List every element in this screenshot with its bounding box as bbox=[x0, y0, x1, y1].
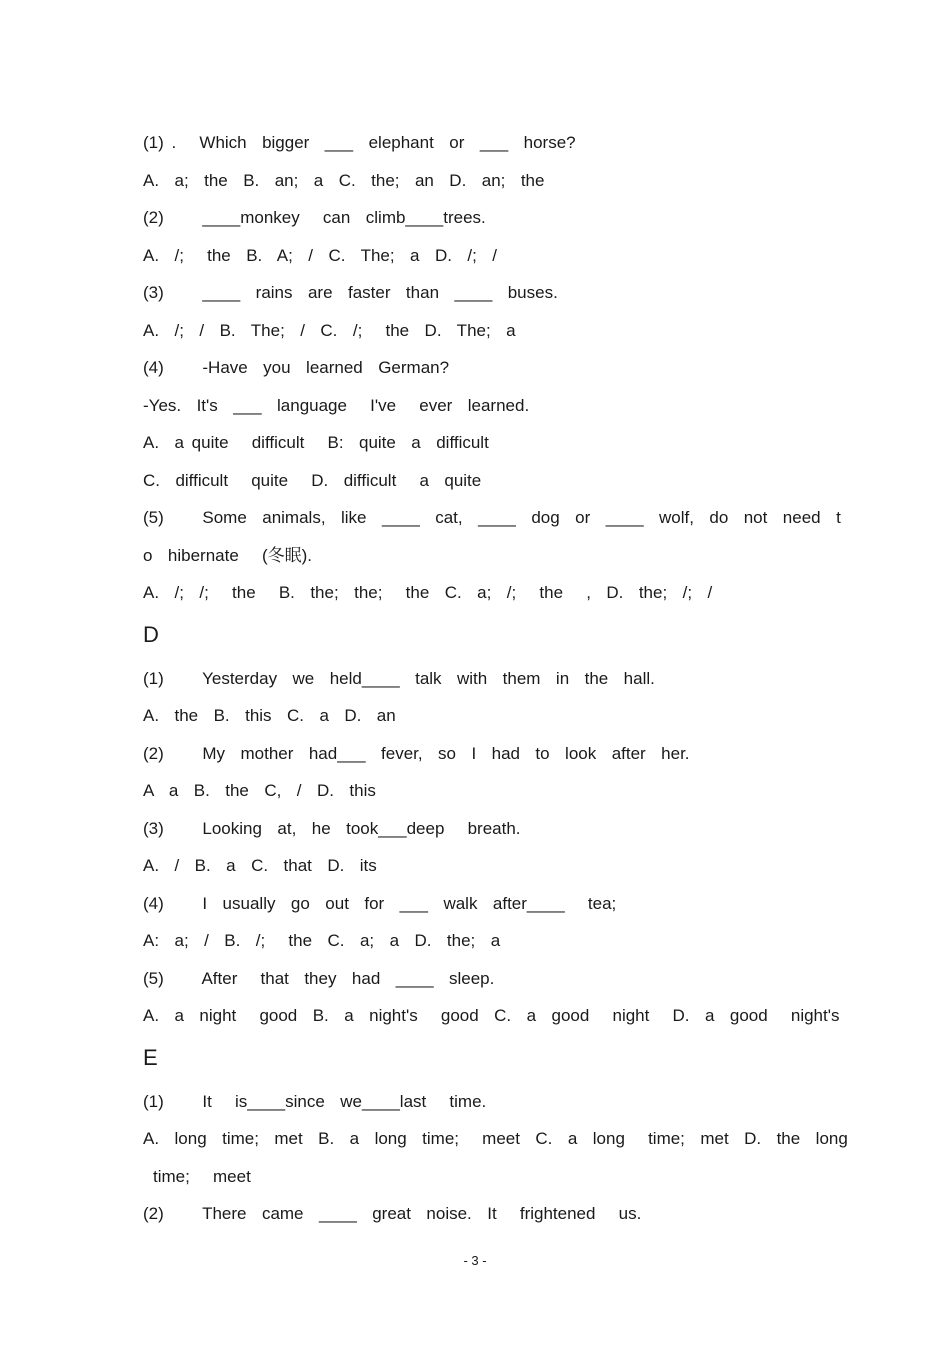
question-1-options: A. the B. this C. a D. an bbox=[143, 706, 396, 725]
question-5: (5) Some animals, like ____ cat, ____ dog or ____ wolf, do not need t bbox=[143, 508, 841, 527]
question-2: (2) There came ____ great noise. It frightened us. bbox=[143, 1204, 642, 1223]
question-1-options: A. a; the B. an; a C. the; an D. an; the bbox=[143, 170, 545, 190]
question-4-line-2: -Yes. It's ___ language I've ever learned. bbox=[143, 395, 530, 415]
question-4: (4) -Have you learned German? bbox=[143, 358, 450, 377]
question-2: (2) ____monkey can climb____trees. bbox=[143, 208, 486, 227]
section-heading-d: D bbox=[143, 621, 159, 647]
question-3: (3) Looking at, he took___deep breath. bbox=[143, 818, 521, 838]
question-4-options-c-d: C. difficult quite D. difficult a quite bbox=[143, 470, 482, 490]
question-4-options-a-b: A. a quite difficult B: quite a difficult bbox=[143, 433, 489, 452]
question-5-options: A. /; /; the B. the; the; the C. a; /; the , D. the; /; / bbox=[143, 583, 713, 602]
question-5-options: A. a night good B. a night's good C. a good night D. a good night's bbox=[143, 1006, 840, 1025]
question-2: (2) My mother had___ fever, so I had to look after her. bbox=[143, 743, 690, 763]
question-4-options: A: a; / B. /; the C. a; a D. the; a bbox=[143, 931, 501, 950]
question-4: (4) I usually go out for ___ walk after____ tea; bbox=[143, 893, 617, 913]
question-1: (1) Yesterday we held____ talk with them in the hall. bbox=[143, 668, 655, 688]
question-1: (1) It is____since we____last time. bbox=[143, 1091, 487, 1111]
question-5: (5) After that they had ____ sleep. bbox=[143, 968, 495, 988]
question-1: (1) . Which bigger ___ elephant or ___ horse? bbox=[143, 133, 576, 152]
section-c-continued bbox=[143, 124, 841, 612]
section-d bbox=[143, 612, 840, 1035]
exercise-content bbox=[143, 124, 848, 1233]
question-3-options: A. / B. a C. that D. its bbox=[143, 856, 377, 875]
page-number: - 3 - bbox=[463, 1253, 487, 1268]
question-1-options-continued: time; meet bbox=[153, 1166, 251, 1186]
question-3-options: A. /; / B. The; / C. /; the D. The; a bbox=[143, 320, 516, 340]
question-5-continued: o hibernate (冬眠). bbox=[143, 545, 313, 565]
section-e bbox=[143, 1035, 848, 1233]
question-3: (3) ____ rains are faster than ____ buses. bbox=[143, 283, 558, 302]
question-2-options: A a B. the C, / D. this bbox=[143, 781, 376, 800]
question-1-options: A. long time; met B. a long time; meet C. a long time; met D. the long bbox=[143, 1129, 848, 1148]
section-heading-e: E bbox=[143, 1044, 158, 1070]
question-2-options: A. /; the B. A; / C. The; a D. /; / bbox=[143, 245, 498, 265]
